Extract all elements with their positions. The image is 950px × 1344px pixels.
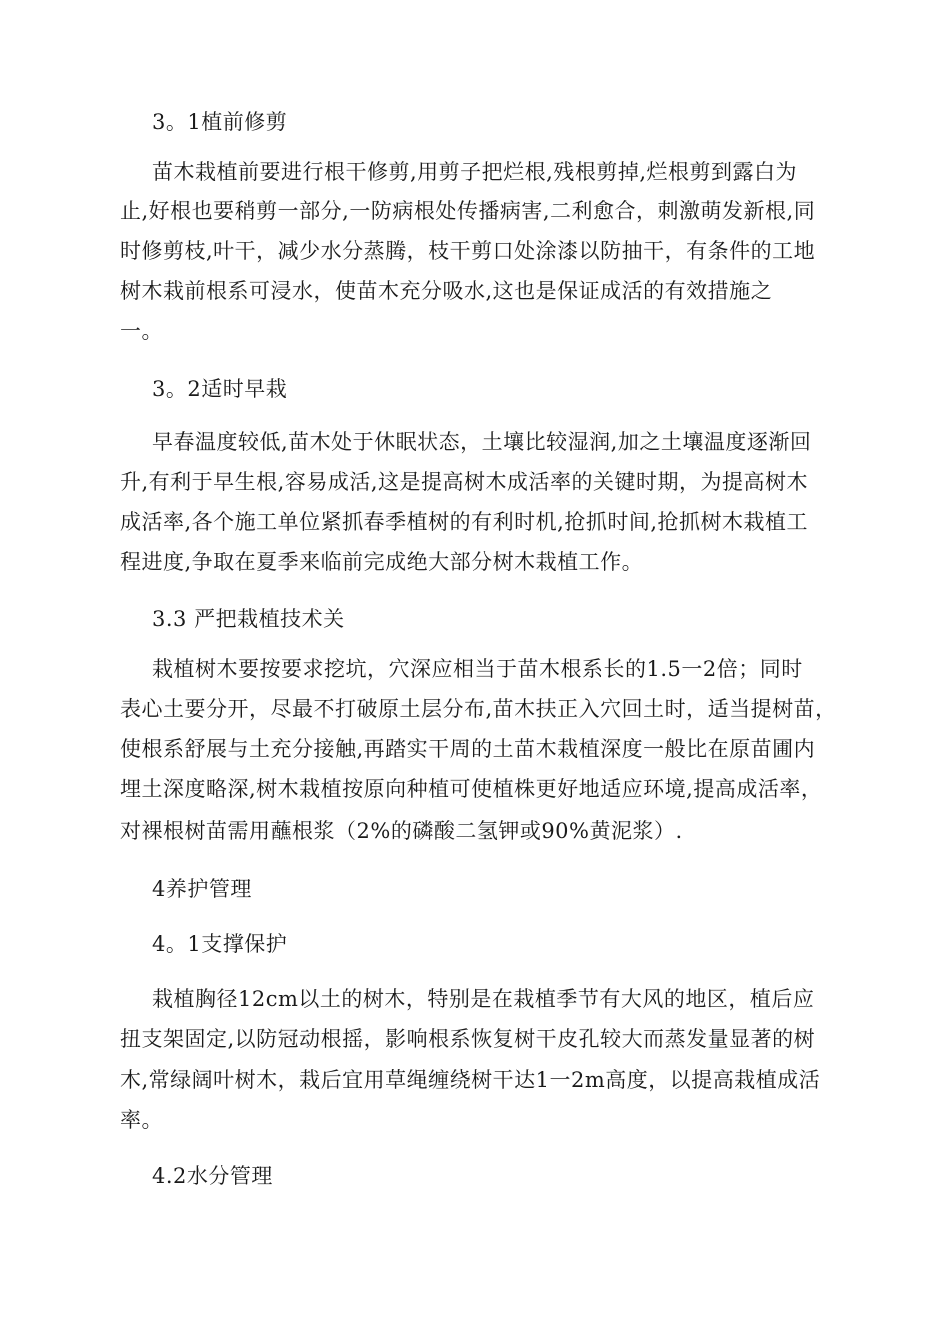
paragraph-line: 升,有利于早生根,容易成活,这是提高树木成活率的关键时期，为提高树木 [120,470,809,494]
paragraph-line: 苗木栽植前要进行根干修剪,用剪子把烂根,残根剪掉,烂根剪到露白为 [152,160,798,184]
paragraph-line: 程进度,争取在夏季来临前完成绝大部分树木栽植工作。 [120,550,644,574]
section-heading-4-2: 4.2水分管理 [152,1164,273,1188]
section-heading-3-1: 3。1植前修剪 [152,110,288,134]
paragraph-line: 表心土要分开，尽最不打破原土层分布,苗木扶正入穴回土时，适当提树苗， [120,697,837,721]
paragraph-line: 栽植树木要按要求挖坑，穴深应相当于苗木根系长的1.5一2倍；同时 [152,657,803,681]
paragraph-line: 成活率,各个施工单位紧抓春季植树的有利时机,抢抓时间,抢抓树木栽植工 [120,510,809,534]
paragraph-line: 埋土深度略深,树木栽植按原向种植可使植株更好地适应环境,提高成活率， [120,777,823,801]
paragraph-line: 时修剪枝,叶干，减少水分蒸腾，枝干剪口处涂漆以防抽干，有条件的工地 [120,239,816,263]
paragraph-line: 早春温度较低,苗木处于休眠状态，土壤比较湿润,加之土壤温度逐渐回 [152,430,812,454]
paragraph-line: 扭支架固定,以防冠动根摇，影响根系恢复树干皮孔较大而蒸发量显著的树 [120,1027,816,1051]
paragraph-line: 对裸根树苗需用蘸根浆（2%的磷酸二氢钾或90%黄泥浆）. [120,819,683,843]
paragraph-line: 栽植胸径12cm以土的树木，特别是在栽植季节有大风的地区，植后应 [152,987,815,1011]
paragraph-line: 一。 [120,319,163,343]
paragraph-line: 树木栽前根系可浸水，使苗木充分吸水,这也是保证成活的有效措施之 [120,279,773,303]
paragraph-line: 使根系舒展与土充分接触,再踏实干周的土苗木栽植深度一般比在原苗圃内 [120,737,816,761]
paragraph-line: 木,常绿阔叶树木，栽后宜用草绳缠绕树干达1一2m高度，以提高栽植成活 [120,1068,821,1092]
paragraph-line: 止,好根也要稍剪一部分,一防病根处传播病害,二利愈合，刺激萌发新根,同 [120,199,816,223]
section-heading-3-2: 3。2适时早栽 [152,377,288,401]
section-heading-4: 4养护管理 [152,877,252,901]
paragraph-line: 率。 [120,1108,163,1132]
section-heading-4-1: 4。1支撑保护 [152,932,288,956]
section-heading-3-3: 3.3 严把栽植技术关 [152,607,345,631]
